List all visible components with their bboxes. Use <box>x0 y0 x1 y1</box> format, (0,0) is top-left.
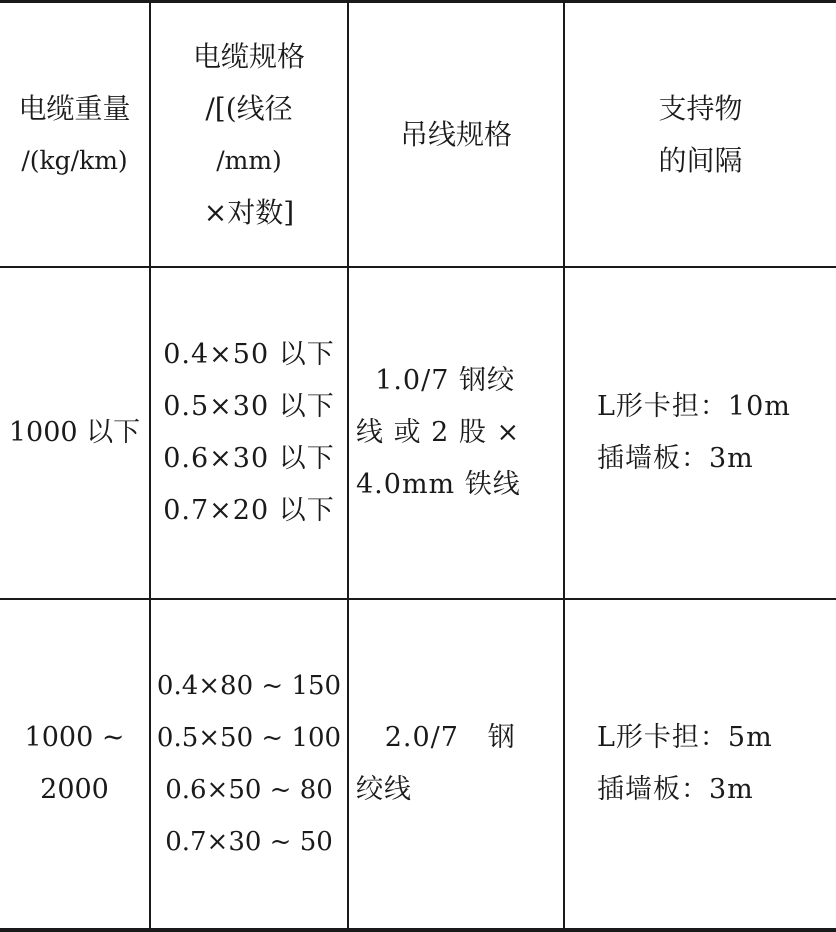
row1-weight <box>0 268 149 598</box>
row1-spacing <box>597 268 834 598</box>
row2-weight-line-2: 2000 <box>40 774 109 805</box>
row2-spec-line-1: 0.4×80 ~ 150 <box>156 671 342 701</box>
row2-messenger <box>356 600 561 928</box>
row1-spec-line-3: 0.6×30 以下 <box>163 443 335 474</box>
header-weight-line-1: 电缆重量 <box>18 91 131 125</box>
table-bottom-border <box>0 928 836 932</box>
row1-spec <box>151 268 347 598</box>
row2-weight-line-1: 1000 ~ <box>24 722 125 753</box>
header-messenger-line-1: 吊线规格 <box>399 117 512 151</box>
header-spec-line-4: ×对数] <box>203 195 295 229</box>
header-spacing-line-1: 支持物 <box>658 91 743 125</box>
row1-spec-line-4: 0.7×20 以下 <box>163 495 335 526</box>
row1-spacing-line-2: 插墙板：3m <box>597 443 754 474</box>
header-spacing <box>565 3 836 266</box>
row1-messenger-line-2: 线 或 2 股 × <box>356 417 521 448</box>
row1-weight-line-1: 1000 以下 <box>8 417 141 448</box>
header-spec-line-3: /mm) <box>216 145 282 175</box>
row1-messenger <box>356 268 561 598</box>
row2-spec <box>151 600 347 928</box>
row1-spec-line-1: 0.4×50 以下 <box>163 339 335 370</box>
header-spec-line-2: /[(线径 <box>205 91 293 125</box>
row2-spec-line-3: 0.6×50 ~ 80 <box>165 775 333 805</box>
header-weight <box>0 3 149 266</box>
row2-messenger-line-1: 2.0/7 钢 <box>356 722 516 753</box>
row2-spacing-line-1: L形卡担：5m <box>597 722 773 753</box>
header-spacing-line-2: 的间隔 <box>658 143 743 177</box>
row2-spec-line-4: 0.7×30 ~ 50 <box>165 827 333 857</box>
row1-spec-line-2: 0.5×30 以下 <box>163 391 335 422</box>
row2-messenger-line-2: 绞线 <box>356 774 412 805</box>
row2-spacing-line-2: 插墙板：3m <box>597 774 754 805</box>
header-spec-line-1: 电缆规格 <box>192 39 305 73</box>
row1-spacing-line-1: L形卡担：10m <box>597 391 791 422</box>
header-weight-line-2: /(kg/km) <box>21 145 128 175</box>
header-messenger <box>349 3 563 266</box>
row1-messenger-line-3: 4.0mm 铁线 <box>356 469 521 500</box>
row2-spec-line-2: 0.5×50 ~ 100 <box>156 723 342 753</box>
row1-messenger-line-1: 1.0/7 钢绞 <box>356 365 515 396</box>
row2-weight <box>0 600 149 928</box>
header-spec <box>151 3 347 266</box>
row2-spacing <box>597 600 834 928</box>
